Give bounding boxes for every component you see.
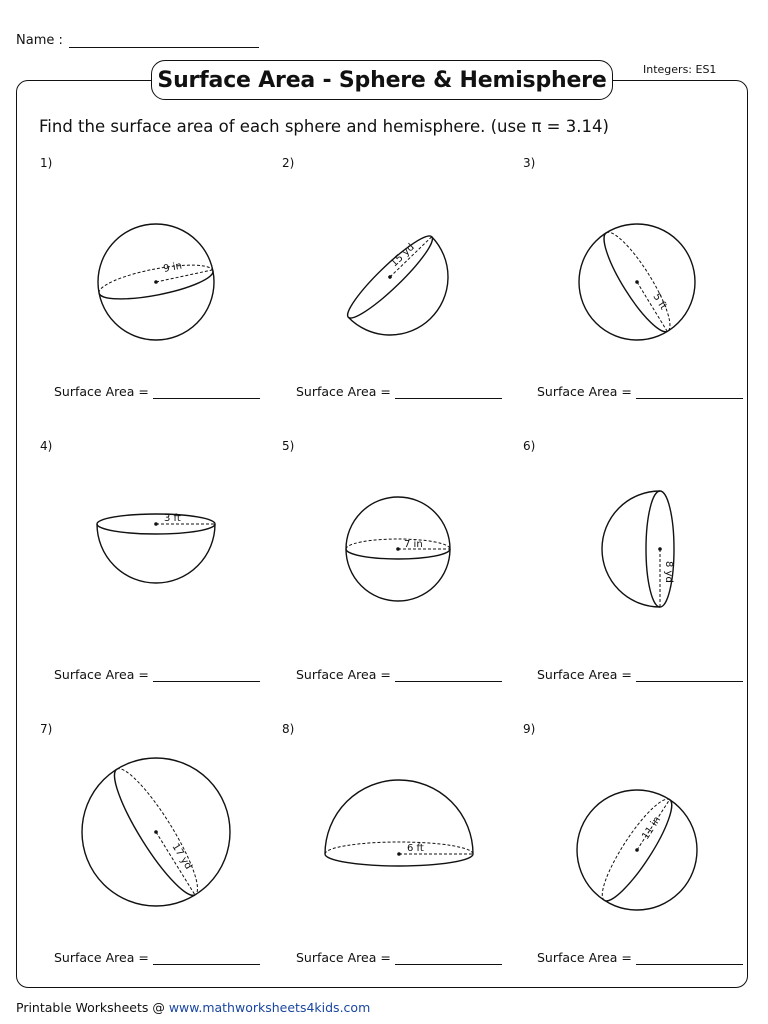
problem-2: [282, 156, 522, 436]
measure-label: 6 ft: [407, 843, 424, 854]
problem-number: 5): [282, 439, 295, 453]
hemisphere-figure: [40, 453, 280, 663]
answer-label: Surface Area =: [296, 384, 391, 399]
problem-9: [523, 722, 763, 1002]
problem-7: [40, 722, 280, 1002]
answer-row: [54, 384, 260, 399]
problem-4: [40, 439, 280, 719]
sphere-figure: [40, 170, 280, 380]
measure-label: 11 in: [640, 814, 664, 842]
problem-number: 3): [523, 156, 536, 170]
answer-row: [54, 950, 260, 965]
answer-line[interactable]: [636, 386, 743, 399]
answer-row: [296, 384, 502, 399]
worksheet-title: [151, 60, 613, 100]
answer-label: Surface Area =: [537, 950, 632, 965]
title-text: Surface Area - Sphere & Hemisphere: [157, 67, 607, 93]
answer-row: [54, 667, 260, 682]
instructions: Find the surface area of each sphere and hemisphere. (use π = 3.14): [39, 117, 609, 136]
sphere-figure: [523, 736, 763, 946]
problem-1: [40, 156, 280, 436]
footer: [16, 1000, 370, 1015]
answer-row: [296, 950, 502, 965]
name-field-line[interactable]: [69, 35, 259, 48]
problem-number: 6): [523, 439, 536, 453]
measure-label: 3 ft: [164, 513, 181, 524]
answer-line[interactable]: [153, 669, 260, 682]
level-tag: Integers: ES1: [643, 63, 717, 76]
hemisphere-figure: [282, 736, 522, 946]
answer-line[interactable]: [153, 952, 260, 965]
answer-label: Surface Area =: [54, 950, 149, 965]
sphere-figure: [282, 453, 522, 663]
problem-number: 1): [40, 156, 53, 170]
problem-5: [282, 439, 522, 719]
measure-label: 8 yd: [663, 561, 674, 583]
problem-number: 4): [40, 439, 53, 453]
problem-number: 8): [282, 722, 295, 736]
answer-line[interactable]: [636, 952, 743, 965]
measure-label: 9 in: [162, 260, 183, 275]
footer-prefix: Printable Worksheets @: [16, 1000, 169, 1015]
sphere-figure: [40, 736, 280, 946]
answer-label: Surface Area =: [54, 384, 149, 399]
answer-label: Surface Area =: [296, 950, 391, 965]
problem-number: 7): [40, 722, 53, 736]
name-label: Name :: [16, 33, 63, 48]
answer-label: Surface Area =: [296, 667, 391, 682]
measure-label: 15 yd: [388, 241, 417, 270]
hemisphere-figure: [523, 453, 763, 663]
answer-line[interactable]: [395, 386, 502, 399]
problem-number: 2): [282, 156, 295, 170]
measure-label: 5 ft: [650, 291, 669, 312]
name-row: [16, 33, 259, 48]
measure-label: 7 in: [404, 539, 423, 550]
hemisphere-figure: [282, 170, 522, 380]
answer-line[interactable]: [153, 386, 260, 399]
answer-label: Surface Area =: [537, 667, 632, 682]
problem-6: [523, 439, 763, 719]
answer-row: [537, 667, 743, 682]
problem-number: 9): [523, 722, 536, 736]
answer-row: [537, 950, 743, 965]
problem-3: [523, 156, 763, 436]
measure-label: 17 yd: [169, 841, 194, 872]
answer-line[interactable]: [395, 952, 502, 965]
answer-label: Surface Area =: [54, 667, 149, 682]
answer-label: Surface Area =: [537, 384, 632, 399]
sphere-figure: [523, 170, 763, 380]
answer-line[interactable]: [395, 669, 502, 682]
answer-line[interactable]: [636, 669, 743, 682]
footer-link[interactable]: www.mathworksheets4kids.com: [168, 1000, 371, 1015]
answer-row: [296, 667, 502, 682]
answer-row: [537, 384, 743, 399]
problem-8: [282, 722, 522, 1002]
